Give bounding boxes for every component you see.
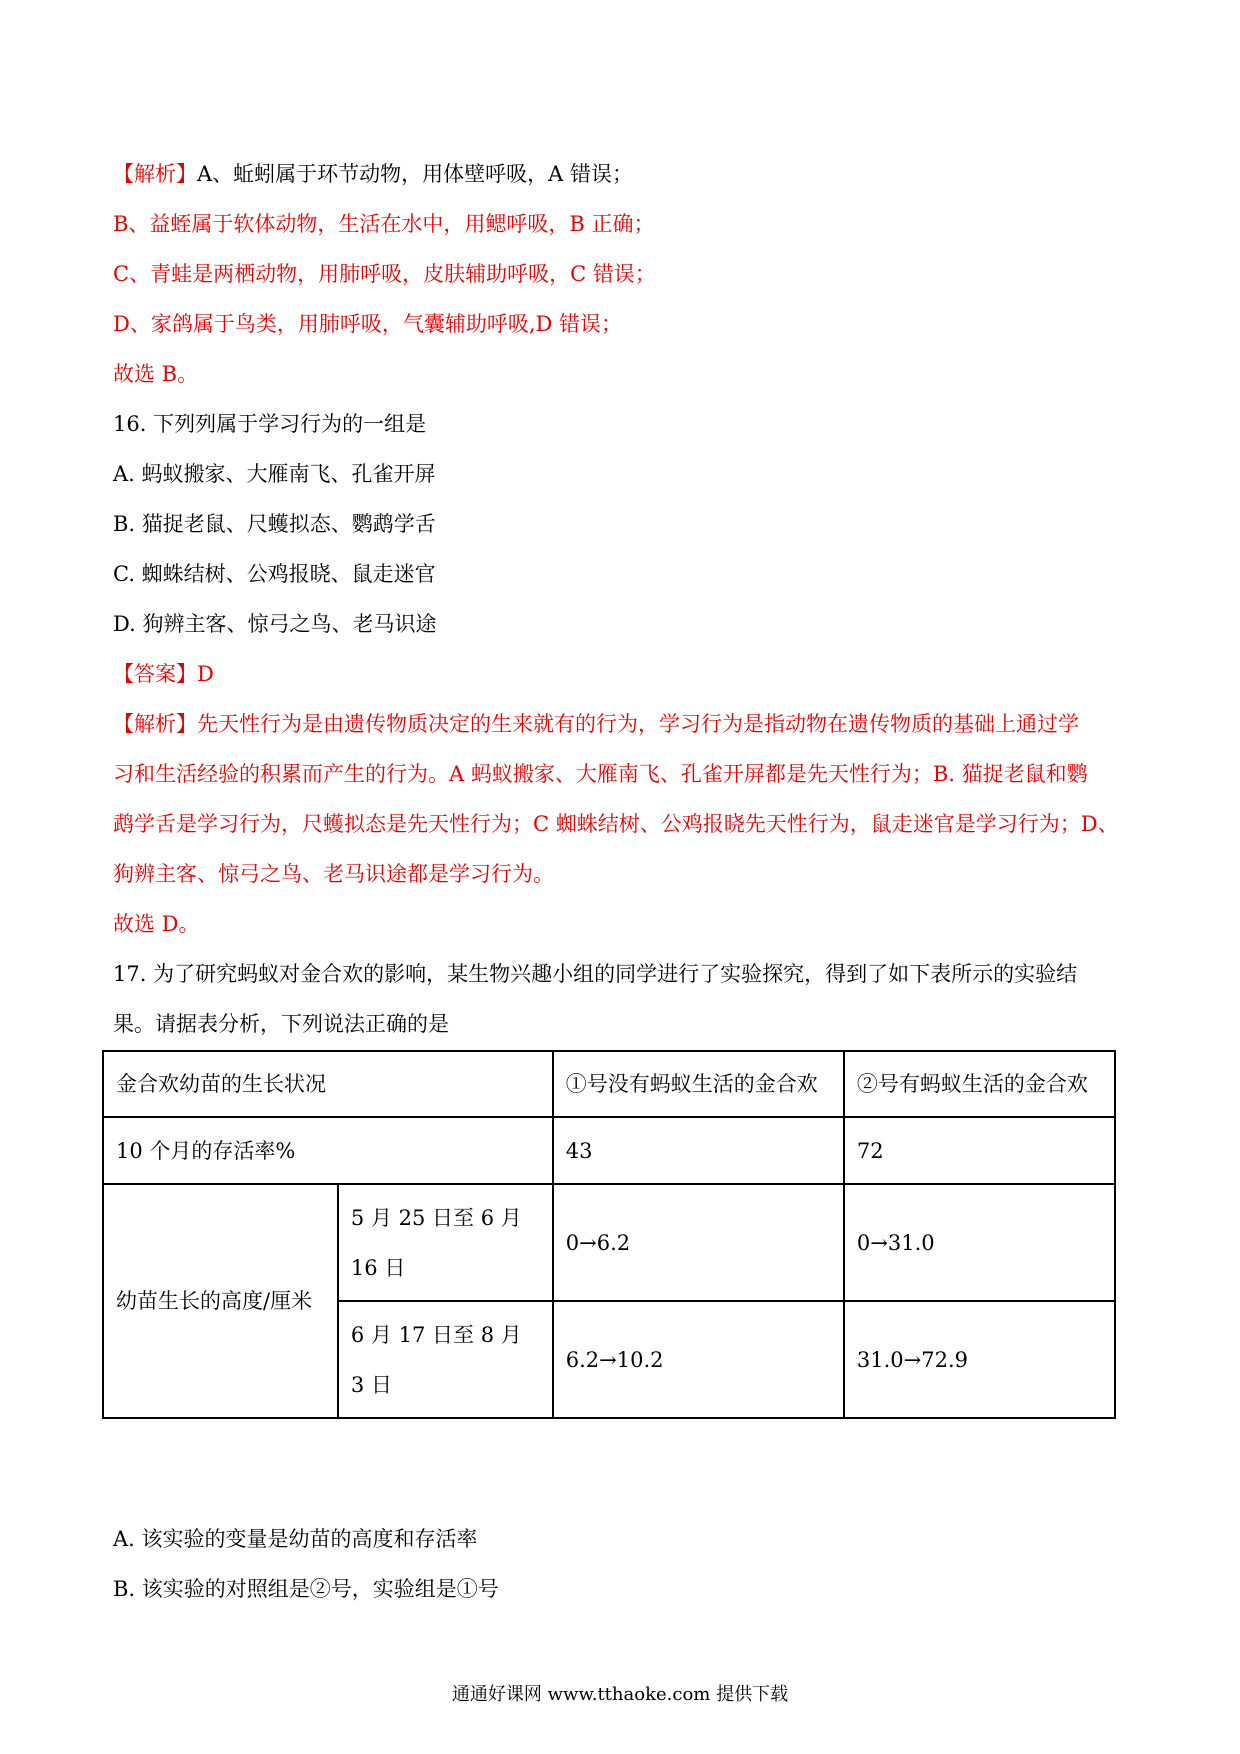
period-1-group-2: 0→31.0 bbox=[844, 1184, 1115, 1301]
survival-group-2: 72 bbox=[844, 1117, 1115, 1184]
q16-analysis-line-3: 鹉学舌是学习行为，尺蠖拟态是先天性行为；C 蜘蛛结树、公鸡报晓先天性行为，鼠走迷官是学习行为；D、 bbox=[113, 812, 1119, 836]
period-2-group-1: 6.2→10.2 bbox=[553, 1301, 844, 1418]
q16-answer bbox=[113, 660, 214, 688]
q16-option-a: A. 蚂蚁搬家、大雁南飞、孔雀开屏 bbox=[113, 462, 436, 486]
period-2-label: 6 月 17 日至 8 月 3 日 bbox=[338, 1301, 553, 1418]
survival-group-1: 43 bbox=[553, 1117, 844, 1184]
period-1-group-1: 0→6.2 bbox=[553, 1184, 844, 1301]
q15-analysis-d: D、家鸽属于鸟类，用肺呼吸，气囊辅助呼吸,D 错误； bbox=[113, 312, 623, 336]
q16-option-b: B. 猫捉老鼠、尺蠖拟态、鹦鹉学舌 bbox=[113, 512, 436, 536]
q16-stem: 16. 下列列属于学习行为的一组是 bbox=[113, 412, 427, 436]
answer-value: D bbox=[197, 662, 214, 686]
q16-analysis-line-4: 狗辨主客、惊弓之鸟、老马识途都是学习行为。 bbox=[113, 862, 554, 886]
height-label: 幼苗生长的高度/厘米 bbox=[103, 1184, 338, 1418]
table-row bbox=[103, 1117, 1115, 1184]
q16-conclusion: 故选 D。 bbox=[113, 912, 200, 936]
answer-tag: 【答案】 bbox=[113, 662, 197, 686]
q16-option-d: D. 狗辨主客、惊弓之鸟、老马识途 bbox=[113, 612, 437, 636]
table-row bbox=[103, 1184, 1115, 1301]
q17-option-a: A. 该实验的变量是幼苗的高度和存活率 bbox=[113, 1527, 478, 1551]
table-header-condition: 金合欢幼苗的生长状况 bbox=[103, 1051, 553, 1117]
table-header-group-1: ①号没有蚂蚁生活的金合欢 bbox=[553, 1051, 844, 1117]
period-1-label: 5 月 25 日至 6 月 16 日 bbox=[338, 1184, 553, 1301]
experiment-table bbox=[102, 1050, 1116, 1419]
page-footer: 通通好课网 www.tthaoke.com 提供下载 bbox=[451, 1684, 789, 1705]
q17-option-b: B. 该实验的对照组是②号，实验组是①号 bbox=[113, 1577, 499, 1601]
q15-conclusion: 故选 B。 bbox=[113, 362, 199, 386]
q17-stem-line-1: 17. 为了研究蚂蚁对金合欢的影响，某生物兴趣小组的同学进行了实验探究，得到了如下表所示的实验结 bbox=[113, 962, 1078, 986]
analysis-tag: 【解析】 bbox=[113, 712, 197, 736]
table-row bbox=[103, 1051, 1115, 1117]
q15-analysis-c: C、青蛙是两栖动物，用肺呼吸，皮肤辅助呼吸，C 错误； bbox=[113, 262, 656, 286]
q17-stem-line-2: 果。请据表分析，下列说法正确的是 bbox=[113, 1012, 449, 1036]
q16-option-c: C. 蜘蛛结树、公鸡报晓、鼠走迷官 bbox=[113, 562, 436, 586]
period-2-group-2: 31.0→72.9 bbox=[844, 1301, 1115, 1418]
table-header-group-2: ②号有蚂蚁生活的金合欢 bbox=[844, 1051, 1115, 1117]
q16-analysis-line-2: 习和生活经验的积累而产生的行为。A 蚂蚁搬家、大雁南飞、孔雀开屏都是先天性行为；B. 猫捉老鼠和鹦 bbox=[113, 762, 1088, 786]
survival-label: 10 个月的存活率% bbox=[103, 1117, 553, 1184]
q15-analysis-b: B、益蛭属于软体动物，生活在水中，用鳃呼吸，B 正确； bbox=[113, 212, 655, 236]
q15-analysis-a: 【解析】A、蚯蚓属于环节动物，用体壁呼吸，A 错误； bbox=[113, 162, 634, 186]
q16-analysis-line-1: 【解析】先天性行为是由遗传物质决定的生来就有的行为，学习行为是指动物在遗传物质的基础上通过学 bbox=[113, 712, 1079, 736]
analysis-tag: 【解析】 bbox=[113, 162, 197, 186]
